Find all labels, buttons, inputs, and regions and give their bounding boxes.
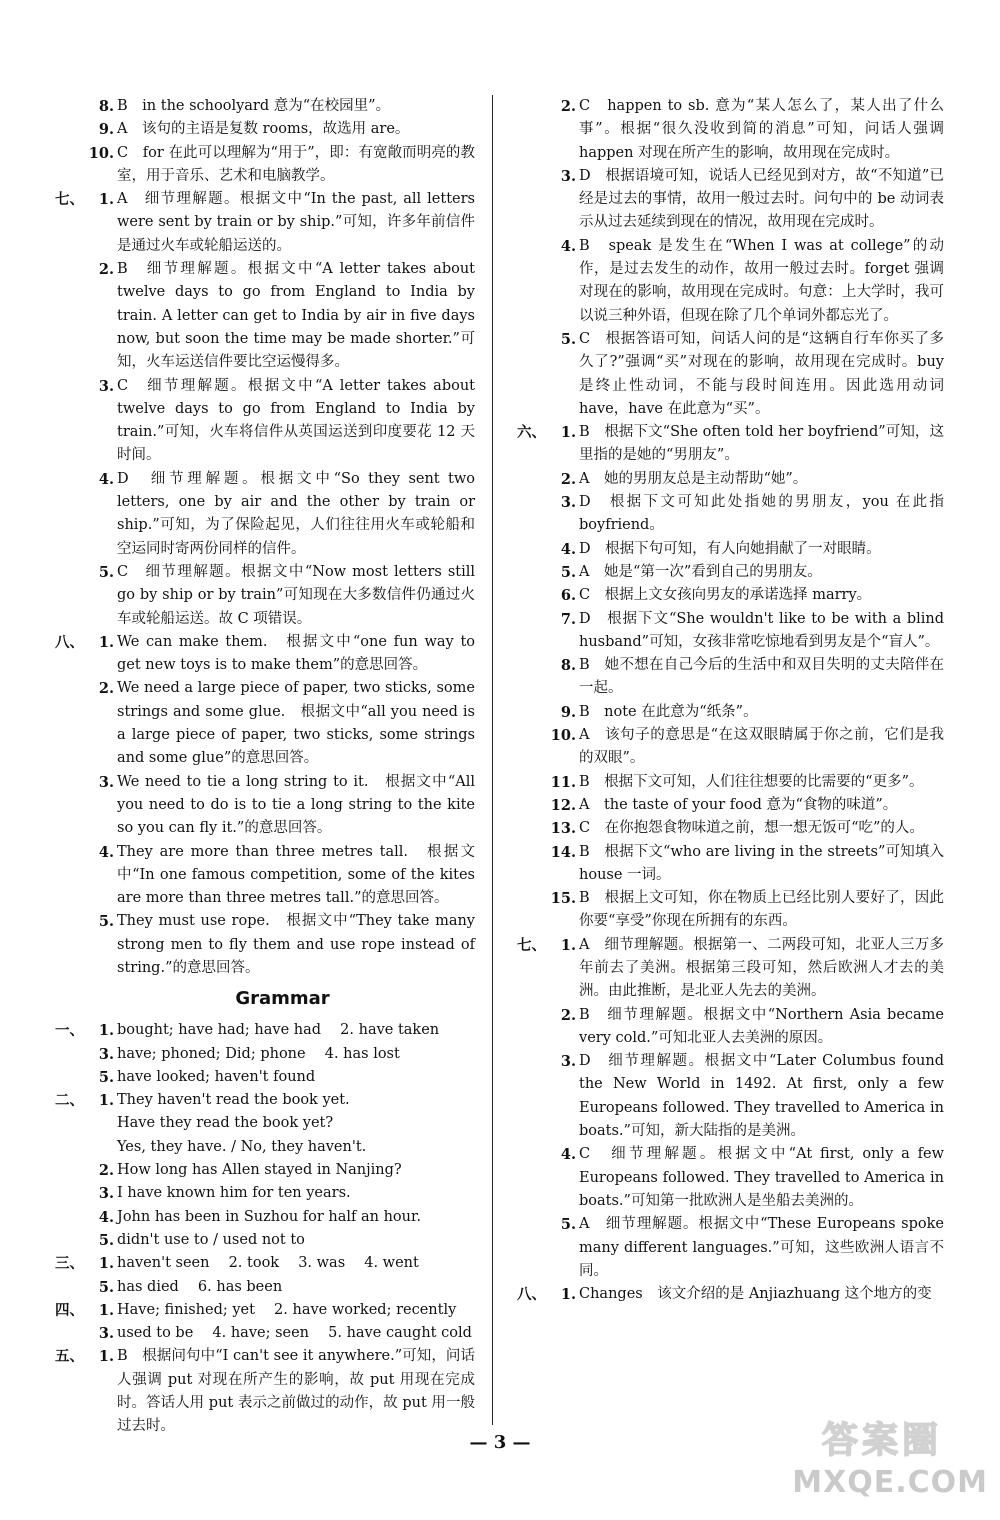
question-number: 5. xyxy=(560,1216,576,1234)
section-marker: 七、 xyxy=(517,936,546,954)
answer-text: A 细节理解题。根据第一、二两段可知，北亚人三万多年前去了美洲。根据第三段可知，然后欧洲人才去的美洲。由此推断，是北亚人先去的美洲。 xyxy=(579,936,944,1000)
answer-item xyxy=(50,1182,475,1205)
question-number: 2. xyxy=(560,1006,576,1024)
question-number: 4. xyxy=(560,237,576,255)
question-number: 9. xyxy=(560,703,576,721)
section-marker xyxy=(512,771,546,794)
section-marker xyxy=(512,95,546,165)
answer-text: B in the schoolyard 意为“在校园里”。 xyxy=(117,98,391,114)
answer-item xyxy=(512,608,944,655)
answer-item xyxy=(512,95,944,165)
question-number: 4. xyxy=(98,470,114,488)
question-number: 5. xyxy=(98,563,114,581)
answer-text: They are more than three metres tall. 根据文中“In one famous competition, some of the kites are more than three metres tall.”的意思回答。 xyxy=(117,843,475,907)
section-marker xyxy=(50,1322,84,1345)
section-marker xyxy=(50,1276,84,1299)
answer-text: A the taste of your food 意为“食物的味道”。 xyxy=(579,796,898,813)
answer-text: They haven't read the book yet. xyxy=(117,1092,350,1109)
section-marker xyxy=(50,1206,84,1229)
section-marker xyxy=(512,701,546,724)
answer-item xyxy=(512,538,944,561)
question-number: 3. xyxy=(98,773,114,791)
answer-item xyxy=(50,1043,475,1066)
answer-text: C 根据上文女孩向男友的承诺选择 marry。 xyxy=(579,587,872,604)
question-number: 3. xyxy=(98,377,114,395)
section-marker xyxy=(50,841,84,911)
section-marker xyxy=(512,794,546,817)
answer-text: C 细节理解题。根据文中“At first, only a few Europeans followed. They travelled to America in boats.”可知第一批欧洲人是坐船去美洲的。 xyxy=(579,1146,944,1209)
section-marker xyxy=(50,1066,84,1089)
watermark-url: MXQE.COM xyxy=(792,1465,988,1500)
section-marker xyxy=(512,724,546,771)
answer-item xyxy=(512,328,944,421)
answer-item xyxy=(512,561,944,584)
answer-item xyxy=(50,118,475,141)
answer-text: B 细节理解题。根据文中“A letter takes about twelve days to go from England to India by train. A letter can get to India by air in five days now, but soon the time may be made shorter.”可知，火车运送信件要比空运慢得多。 xyxy=(117,261,475,371)
question-number: 1. xyxy=(98,1092,114,1110)
question-number: 2. xyxy=(98,680,114,698)
answer-text: A 她的男朋友总是主动帮助“她”。 xyxy=(579,470,808,487)
answer-text: A 她是“第一次”看到自己的男朋友。 xyxy=(579,563,822,580)
question-number: 5. xyxy=(98,1231,114,1249)
question-number: 10. xyxy=(88,144,114,162)
answer-item xyxy=(512,584,944,607)
answer-item xyxy=(50,561,475,631)
section-marker xyxy=(512,584,546,607)
question-number: 5. xyxy=(560,330,576,348)
answer-text: Have they read the book yet? xyxy=(117,1115,334,1132)
section-marker xyxy=(50,142,84,189)
answer-item xyxy=(512,701,944,724)
answer-item xyxy=(50,1252,475,1275)
answer-text: D 根据下句可知，有人向她捐献了一对眼睛。 xyxy=(579,540,881,557)
answer-text: C for 在此可以理解为“用于”，即：有宽敞而明亮的教室，用于音乐、艺术和电脑教学。 xyxy=(117,144,475,184)
answer-item xyxy=(50,1112,475,1135)
answer-text: They must use rope. 根据文中“They take many strong men to fly them and use rope instead of string.”的意思回答。 xyxy=(117,913,475,976)
section-marker xyxy=(50,561,84,631)
answer-text: Have; finished; yet 2. have worked; recently xyxy=(117,1301,457,1318)
question-number: 11. xyxy=(550,773,576,791)
question-number: 2. xyxy=(98,1162,114,1180)
answer-text: A 该句的主语是复数 rooms，故选用 are。 xyxy=(117,121,410,138)
answer-item xyxy=(512,841,944,888)
question-number: 1. xyxy=(560,424,576,442)
section-marker xyxy=(50,1182,84,1205)
answer-item xyxy=(512,654,944,701)
answer-item xyxy=(512,771,944,794)
answer-item xyxy=(50,1229,475,1252)
answer-text: How long has Allen stayed in Nanjing? xyxy=(117,1162,402,1179)
question-number xyxy=(84,1136,117,1159)
question-number: 3. xyxy=(98,1325,114,1343)
answer-item xyxy=(512,934,944,1004)
answer-item xyxy=(512,1004,944,1051)
answer-item xyxy=(50,142,475,189)
question-number: 1. xyxy=(98,191,114,209)
question-number: 8. xyxy=(98,98,114,115)
section-marker xyxy=(512,468,546,491)
answer-text: C 细节理解题。根据文中“A letter takes about twelve days to go from England to India by train.”可知，火车将信件从英国运送到印度要花 12 天时间。 xyxy=(117,377,475,464)
answer-text: didn't use to / used not to xyxy=(117,1231,305,1248)
question-number: 1. xyxy=(98,1255,114,1273)
answer-text: A 该句子的意思是“在这双眼睛属于你之前，它们是我的双眼”。 xyxy=(579,727,944,767)
section-marker xyxy=(512,235,546,328)
section-marker: 六、 xyxy=(517,424,546,442)
answer-item xyxy=(50,1019,475,1042)
answer-item xyxy=(50,1299,475,1322)
question-number: 1. xyxy=(98,1301,114,1319)
question-number: 4. xyxy=(560,540,576,558)
answer-text: John has been in Suzhou for half an hour. xyxy=(117,1208,421,1225)
section-marker xyxy=(50,468,84,561)
question-number: 4. xyxy=(98,1208,114,1226)
answer-item xyxy=(512,1283,944,1306)
answer-text: Changes 该文介绍的是 Anjiazhuang 这个地方的变 xyxy=(579,1286,932,1303)
section-marker xyxy=(512,1050,546,1143)
section-marker: 八、 xyxy=(55,633,84,651)
answer-item xyxy=(50,841,475,911)
section-marker: 四、 xyxy=(55,1301,84,1319)
answer-item xyxy=(512,1050,944,1143)
question-number: 1. xyxy=(560,936,576,954)
answer-text: has died 6. has been xyxy=(117,1278,283,1295)
section-marker xyxy=(50,375,84,468)
question-number: 8. xyxy=(560,657,576,675)
answer-text: D 根据语境可知，说话人已经见到对方，故“不知道”已经是过去的事情，故用一般过去时。问句中的 be 动词表示从过去延续到现在的情况，故用现在完成时。 xyxy=(579,167,944,231)
answer-item xyxy=(512,794,944,817)
question-number: 1. xyxy=(98,1348,114,1366)
question-number: 4. xyxy=(560,1146,576,1164)
answer-text: Yes, they have. / No, they haven't. xyxy=(117,1138,367,1155)
answer-text: B 根据下文“She often told her boyfriend”可知，这里指的是她的“男朋友”。 xyxy=(579,424,944,464)
answer-text: B 根据下文可知，人们往往想要的比需要的“更多”。 xyxy=(579,773,924,790)
answer-item xyxy=(50,1089,475,1112)
answer-item xyxy=(50,1276,475,1299)
question-number: 3. xyxy=(560,167,576,185)
answer-item xyxy=(512,165,944,235)
question-number: 3. xyxy=(98,1045,114,1063)
question-number: 1. xyxy=(98,633,114,651)
section-marker xyxy=(50,677,84,770)
answer-text: We need a large piece of paper, two sticks, some strings and some glue. 根据文中“all you need is a large piece of paper, two sticks, some strings and some glue”的意思回答。 xyxy=(117,680,475,767)
section-marker: 八、 xyxy=(517,1286,546,1304)
answer-text: B 根据下文“who are living in the streets”可知填入 house 一词。 xyxy=(579,843,944,883)
section-marker xyxy=(512,538,546,561)
answer-text: have; phoned; Did; phone 4. has lost xyxy=(117,1045,400,1062)
question-number: 3. xyxy=(560,494,576,512)
answer-item xyxy=(512,421,944,468)
answer-text: I have known him for ten years. xyxy=(117,1185,351,1202)
answer-item xyxy=(50,1322,475,1345)
answer-item xyxy=(512,491,944,538)
section-marker xyxy=(50,1159,84,1182)
section-marker: 一、 xyxy=(55,1022,84,1040)
answer-item xyxy=(50,188,475,258)
answer-text: D 细节理解题。根据文中“So they sent two letters, one by air and the other by train or ship.”可知，为了保险起见，人们往往用火车或轮船和空运同时寄两份同样的信件。 xyxy=(117,470,475,557)
answer-item xyxy=(50,1066,475,1089)
section-marker xyxy=(512,561,546,584)
answer-item xyxy=(50,1159,475,1182)
answer-item xyxy=(50,677,475,770)
answer-item xyxy=(512,468,944,491)
question-number: 5. xyxy=(98,1278,114,1296)
answer-item xyxy=(512,887,944,934)
answer-text: C 根据答语可知，问话人问的是“这辆自行车你买了多久了?”强调“买”对现在的影响，故用现在完成时。buy 是终止性动词，不能与段时间连用。因此选用动词 have，have 在此意为“买”。 xyxy=(579,330,944,417)
answer-text: used to be 4. have; seen 5. have caught cold xyxy=(117,1325,472,1342)
right-column xyxy=(512,95,944,1306)
answer-item xyxy=(512,1213,944,1283)
answer-text: We need to tie a long string to it. 根据文中“All you need to do is to tie a long string to the kite so you can fly it.”的意思回答。 xyxy=(117,773,475,837)
answer-text: have looked; haven't found xyxy=(117,1068,316,1085)
watermark-chinese: 答案圈 xyxy=(821,1419,942,1461)
section-marker xyxy=(512,1143,546,1213)
answer-item xyxy=(512,817,944,840)
section-marker: 五、 xyxy=(55,1348,84,1366)
question-number: 5. xyxy=(98,1068,114,1086)
column-divider xyxy=(492,95,493,1425)
question-number: 2. xyxy=(560,470,576,488)
section-marker xyxy=(512,608,546,655)
question-number: 1. xyxy=(560,1286,576,1304)
answer-text: We can make them. 根据文中“one fun way to get new toys is to make them”的意思回答。 xyxy=(117,633,475,674)
section-marker xyxy=(50,1229,84,1252)
watermark-logo xyxy=(768,1412,988,1500)
section-marker xyxy=(50,258,84,374)
answer-text: C 细节理解题。根据文中“Now most letters still go by ship or by train”可知现在大多数信件仍通过火车或轮船运送。故 C 项错误。 xyxy=(117,563,475,627)
answer-text: A 细节理解题。根据文中“In the past, all letters were sent by train or by ship.”可知，许多年前信件是通过火车或轮船运送的。 xyxy=(117,191,475,254)
answer-item xyxy=(50,1206,475,1229)
answer-item xyxy=(50,631,475,678)
section-marker xyxy=(512,841,546,888)
answer-text: C 在你抱怨食物味道之前，想一想无饭可“吃”的人。 xyxy=(579,820,924,837)
section-marker xyxy=(50,118,84,141)
answer-item xyxy=(512,724,944,771)
section-marker xyxy=(50,1136,84,1159)
answer-text: B note 在此意为“纸条”。 xyxy=(579,703,758,720)
section-marker xyxy=(512,1213,546,1283)
answer-text: C happen to sb. 意为“某人怎么了，某人出了什么事”。根据“很久没收到简的消息”可知，问话人强调 happen 对现在所产生的影响，故用现在完成时。 xyxy=(579,98,944,161)
answer-item xyxy=(50,258,475,374)
answer-text: B 细节理解题。根据文中“Northern Asia became very cold.”可知北亚人去美洲的原因。 xyxy=(579,1006,944,1046)
answer-text: B 根据上文可知，你在物质上已经比别人要好了，因此你要“享受”你现在所拥有的东西。 xyxy=(579,890,944,930)
answer-item xyxy=(50,771,475,841)
question-number: 7. xyxy=(560,610,576,628)
answer-text: haven't seen 2. took 3. was 4. went xyxy=(117,1255,419,1272)
answer-item xyxy=(50,468,475,561)
section-marker xyxy=(512,328,546,421)
section-marker xyxy=(50,910,84,980)
answer-item xyxy=(50,95,475,118)
answer-text: D 根据下文可知此处指她的男朋友，you 在此指 boyfriend。 xyxy=(579,494,944,534)
section-marker xyxy=(512,654,546,701)
question-number: 10. xyxy=(550,727,576,745)
question-number: 5. xyxy=(98,913,114,931)
answer-text: B 她不想在自己今后的生活中和双目失明的丈夫陪伴在一起。 xyxy=(579,657,944,697)
question-number: 13. xyxy=(550,820,576,838)
page-number: — 3 — xyxy=(469,1432,531,1453)
section-marker xyxy=(512,1004,546,1051)
question-number: 3. xyxy=(560,1053,576,1071)
answer-item xyxy=(512,1143,944,1213)
section-marker xyxy=(512,491,546,538)
section-marker xyxy=(50,1043,84,1066)
section-marker xyxy=(512,887,546,934)
left-column xyxy=(50,95,475,1439)
section-marker: 二、 xyxy=(55,1092,84,1110)
answer-text: D 细节理解题。根据文中“Later Columbus found the New World in 1492. At first, only a few Europeans followed. They travelled to America in boats.”可知，新大陆指的是美洲。 xyxy=(579,1053,944,1140)
section-marker xyxy=(50,95,84,118)
answer-text: B 根据问句中“I can't see it anywhere.”可知，问话人强调 put 对现在所产生的影响，故 put 用现在完成时。答话人用 put 表示之前做过的动作，故 put 用一般过去时。 xyxy=(117,1348,475,1435)
question-number: 2. xyxy=(98,261,114,279)
section-marker xyxy=(50,771,84,841)
question-number: 9. xyxy=(98,121,114,139)
section-marker xyxy=(512,165,546,235)
question-number: 15. xyxy=(550,890,576,908)
section-marker xyxy=(512,817,546,840)
answer-item xyxy=(512,235,944,328)
answer-text: B speak 是发生在“When I was at college”的动作，是过去发生的动作，故用一般过去时。forget 强调对现在的影响，故用现在完成时。句意：上大学时，我可以说三种外语，但现在除了几个单词外都忘光了。 xyxy=(579,237,944,324)
question-number: 6. xyxy=(560,587,576,605)
question-number: 2. xyxy=(560,98,576,115)
question-number: 4. xyxy=(98,843,114,861)
section-marker: 三、 xyxy=(55,1255,84,1273)
question-number: 12. xyxy=(550,796,576,814)
answer-text: bought; have had; have had 2. have taken xyxy=(117,1022,440,1039)
question-number xyxy=(84,1112,117,1135)
section-marker: 七、 xyxy=(55,191,84,209)
grammar-heading: Grammar xyxy=(235,988,330,1010)
question-number: 14. xyxy=(550,843,576,861)
answer-item xyxy=(50,1136,475,1159)
answer-text: D 根据下文“She wouldn't like to be with a blind husband”可知，女孩非常吃惊地看到男友是个“盲人”。 xyxy=(579,610,944,650)
question-number: 3. xyxy=(98,1185,114,1203)
answer-item xyxy=(50,375,475,468)
answer-text: A 细节理解题。根据文中“These Europeans spoke many different languages.”可知，这些欧洲人语言不同。 xyxy=(579,1216,944,1279)
question-number: 1. xyxy=(98,1022,114,1040)
answer-item xyxy=(50,910,475,980)
answer-item xyxy=(50,1345,475,1438)
question-number: 5. xyxy=(560,563,576,581)
section-marker xyxy=(50,1112,84,1135)
